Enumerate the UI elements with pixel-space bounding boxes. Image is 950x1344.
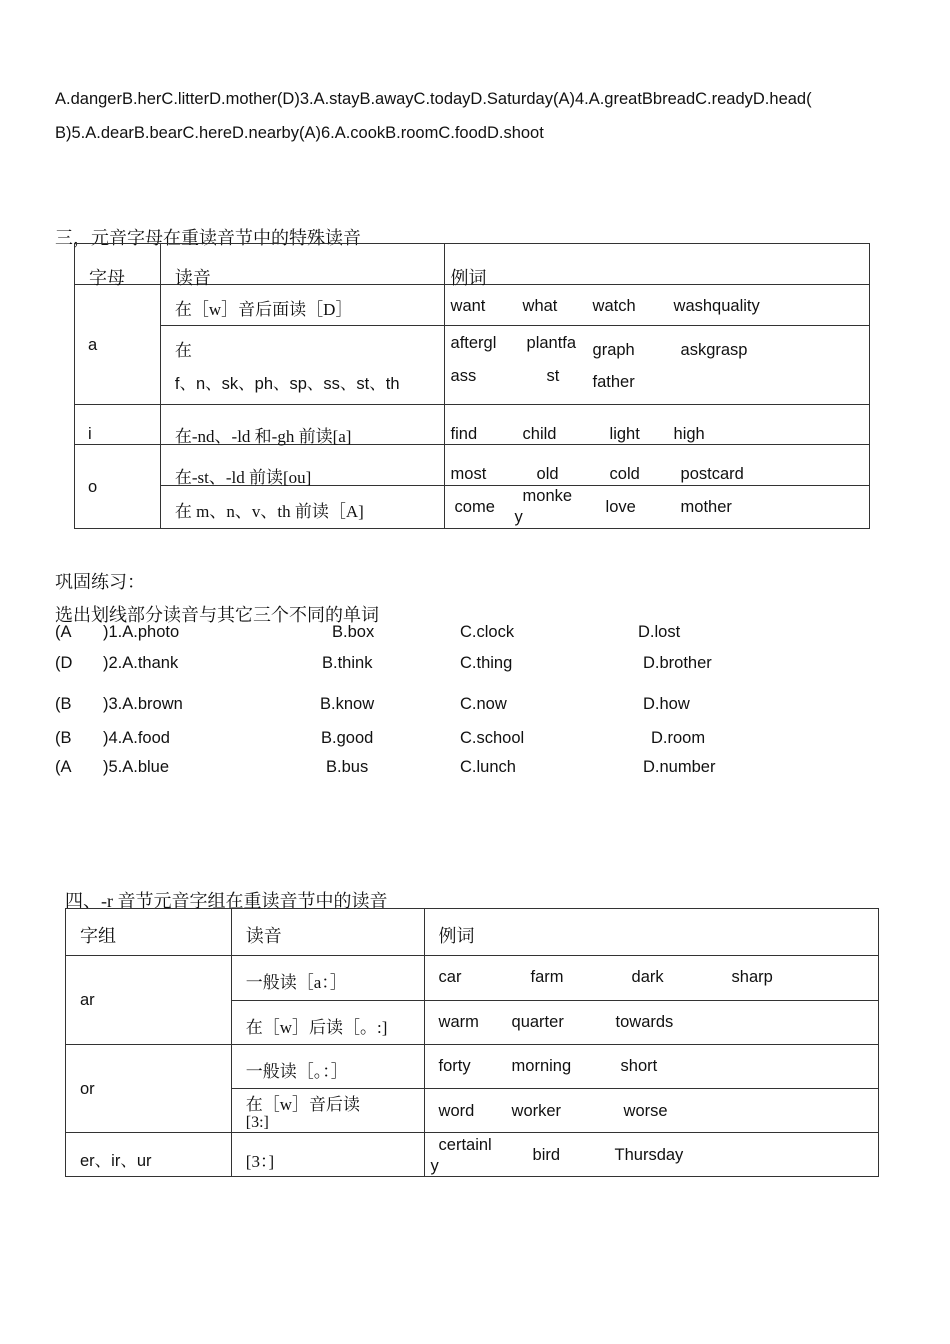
example-word: postcard [680,465,744,483]
header-examples: 例词 [438,926,475,946]
table-row [66,1133,879,1177]
example-word: worker [511,1102,562,1120]
practice-instruction: 选出划线部分读音与其它三个不同的单词 [55,605,379,625]
option-d: D.brother [643,654,712,672]
example-word: car [438,968,462,986]
example-word: warm [438,1013,479,1031]
option-b: B.box [332,623,375,641]
option-a: )5.A.blue [103,758,170,776]
rule-text: 一般读［。：］ [245,1062,348,1081]
example-word: bird [532,1146,561,1164]
example-word: father [592,373,635,391]
example-word: dark [631,968,664,986]
example-word: most [450,465,487,483]
example-word: Thursday [614,1146,684,1164]
intro-line-2: B)5.A.dearB.bearC.hereD.nearby(A)6.A.cookB.roomC.foodD.shoot [55,124,544,142]
group-ar: ar [80,991,95,1009]
option-b: B.think [322,654,373,672]
table-row [75,486,870,529]
answer-label: (A [55,623,72,641]
example-word: worse [623,1102,668,1120]
example-word: light [609,425,640,443]
rule-text: f、n、sk、ph、sp、ss、st、th [174,375,400,393]
option-a: )3.A.brown [103,695,183,713]
example-word: short [620,1057,658,1075]
answer-label: (B [55,729,72,747]
option-c: C.now [460,695,507,713]
practice-title: 巩固练习： [55,572,145,592]
table-row [66,956,879,1001]
example-word: washquality [673,297,760,315]
option-c: C.thing [460,654,513,672]
rule-text: [3:] [245,1114,269,1131]
rule-text: [3：] [245,1152,275,1171]
section3-title: 三，元音字母在重读音节中的特殊读音 [55,228,361,248]
group-er-ir-ur: er、ir、ur [80,1152,152,1170]
option-b: B.bus [326,758,369,776]
example-word: what [522,297,558,315]
example-word: aftergl [450,334,497,352]
intro-line-1: A.dangerB.herC.litterD.mother(D)3.A.stayB.awayC.todayD.Saturday(A)4.A.greatBbreadC.readyD.head( [55,90,812,108]
header-letter: 字母 [89,268,125,288]
rule-text: 一般读［a：］ [245,973,347,992]
table-row [66,1045,879,1089]
rule-text: 在-nd、-ld 和-gh 前读[a] [174,427,352,446]
option-d: D.number [643,758,716,776]
answer-label: (A [55,758,72,776]
rule-text: 在 [174,341,192,360]
option-c: C.school [460,729,525,747]
option-d: D.how [643,695,690,713]
letter-o: o [88,478,98,496]
example-word: monke [522,487,573,505]
example-word: old [536,465,559,483]
example-word: word [438,1102,475,1120]
option-d: D.lost [638,623,681,641]
section4-title: 四、-r 音节元音字组在重读音节中的读音 [65,891,388,911]
example-word: y [430,1157,439,1175]
example-word: y [514,508,523,526]
example-word: farm [530,968,564,986]
example-word: ass [450,367,477,385]
example-word: graph [592,341,635,359]
rule-text: 在［w］后读［。:] [245,1018,388,1037]
table-row [75,285,870,326]
r-vowel-table [65,908,879,1177]
example-word: certainl [438,1136,492,1154]
letter-i: i [88,425,92,443]
example-word: come [454,498,495,516]
example-word: love [605,498,636,516]
option-d: D.room [651,729,706,747]
option-b: B.good [321,729,374,747]
option-a: )4.A.food [103,729,170,747]
example-word: quarter [511,1013,564,1031]
option-a: )1.A.photo [103,623,180,641]
option-a: )2.A.thank [103,654,179,672]
rule-text: 在 m、n、v、th 前读［A] [174,502,364,521]
example-word: cold [609,465,640,483]
table-row [75,326,870,405]
header-pronunciation: 读音 [174,268,211,288]
group-or: or [80,1080,95,1098]
example-word: towards [615,1013,674,1031]
example-word: forty [438,1057,471,1075]
example-word: st [546,367,560,385]
example-word: askgrasp [680,341,748,359]
example-word: watch [592,297,636,315]
header-pronunciation: 读音 [245,926,282,946]
example-word: want [450,297,486,315]
example-word: find [450,425,478,443]
example-word: high [673,425,705,443]
table-header-row [75,244,870,285]
option-c: C.clock [460,623,515,641]
answer-label: (B [55,695,72,713]
example-word: morning [511,1057,572,1075]
example-word: plantfa [526,334,577,352]
option-c: C.lunch [460,758,516,776]
example-word: mother [680,498,732,516]
rule-text: 在［w］音后读 [245,1095,361,1114]
vowel-table [74,243,870,529]
header-examples: 例词 [450,268,487,288]
rule-text: 在-st、-ld 前读[ou] [174,468,312,487]
option-b: B.know [320,695,375,713]
table-header-row [66,909,879,956]
table-row [75,405,870,445]
example-word: sharp [731,968,773,986]
answer-label: (D [55,654,73,672]
example-word: child [522,425,557,443]
table-row [75,445,870,486]
letter-a: a [88,336,98,354]
header-group: 字组 [80,926,116,946]
rule-text: 在［w］音后面读［D］ [174,300,353,319]
